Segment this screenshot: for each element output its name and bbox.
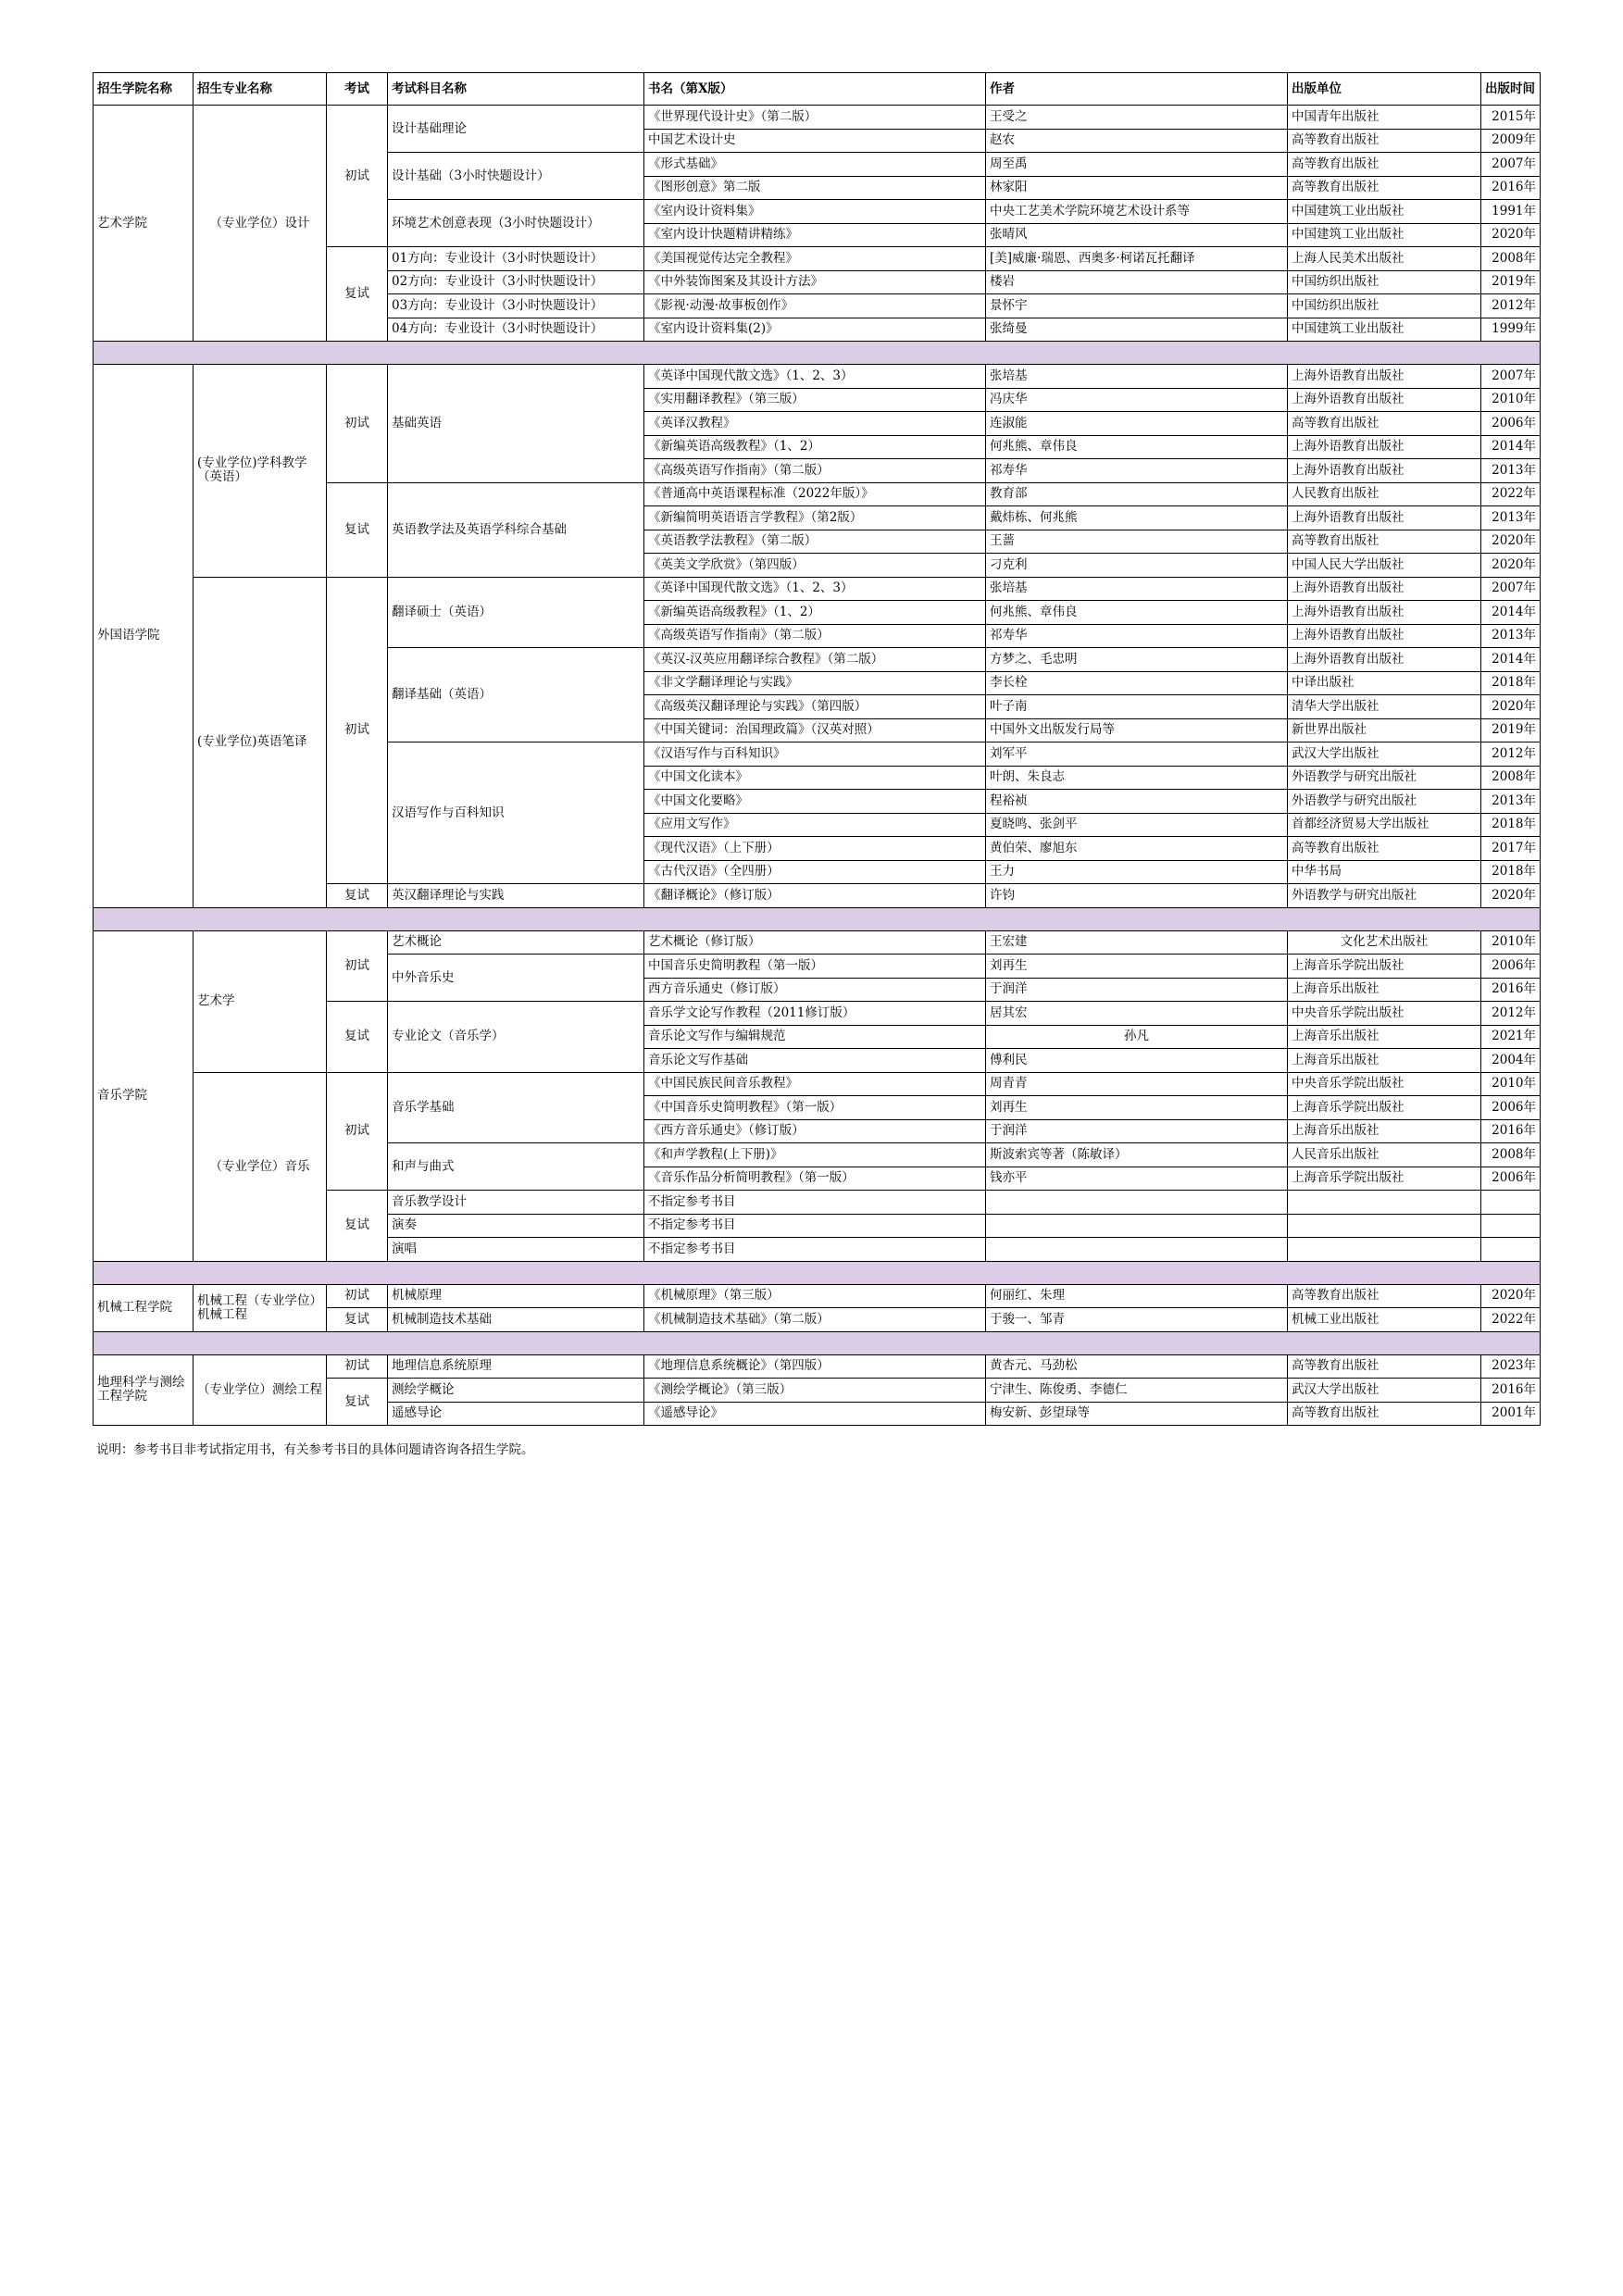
table-cell: 04方向：专业设计（3小时快题设计） — [388, 318, 644, 342]
table-cell: 初试 — [327, 1072, 388, 1191]
col-header-author: 作者 — [986, 73, 1288, 106]
table-cell: 戴炜栋、何兆熊 — [986, 506, 1288, 530]
table-cell: 《遥感导论》 — [644, 1402, 986, 1426]
table-cell: 《新编简明英语语言学教程》（第2版） — [644, 506, 986, 530]
table-cell: 1999年 — [1481, 318, 1541, 342]
table-cell: 《中国关键词：治国理政篇》（汉英对照） — [644, 718, 986, 742]
table-cell: 人民教育出版社 — [1288, 482, 1481, 506]
table-cell: 上海外语教育出版社 — [1288, 365, 1481, 389]
table-cell: 02方向：专业设计（3小时快题设计） — [388, 270, 644, 294]
table-cell: 许钧 — [986, 884, 1288, 908]
table-cell: 《西方音乐通史》（修订版） — [644, 1119, 986, 1143]
table-cell: 设计基础理论 — [388, 106, 644, 153]
section-separator-row — [94, 1261, 1541, 1284]
table-row — [94, 930, 1541, 955]
table-cell: 《和声学教程(上下册)》 — [644, 1143, 986, 1167]
table-cell: 林家阳 — [986, 176, 1288, 200]
table-cell: 复试 — [327, 247, 388, 342]
table-cell: 何兆熊、章伟良 — [986, 601, 1288, 625]
table-cell — [1288, 1191, 1481, 1215]
table-cell: 傅利民 — [986, 1049, 1288, 1073]
table-cell: 2020年 — [1481, 884, 1541, 908]
table-cell: 机械工程学院 — [94, 1284, 194, 1331]
table-cell: 武汉大学出版社 — [1288, 742, 1481, 767]
table-cell: 高等教育出版社 — [1288, 530, 1481, 554]
table-cell: 音乐论文写作基础 — [644, 1049, 986, 1073]
table-cell: 刘再生 — [986, 955, 1288, 979]
table-cell: 张培基 — [986, 365, 1288, 389]
table-cell: （专业学位）设计 — [194, 106, 327, 342]
table-cell: 中国音乐史简明教程（第一版） — [644, 955, 986, 979]
table-cell: 设计基础（3小时快题设计） — [388, 153, 644, 200]
table-cell: 王受之 — [986, 106, 1288, 130]
table-cell: 李长栓 — [986, 671, 1288, 695]
table-cell: 2020年 — [1481, 223, 1541, 247]
col-header-book: 书名（第X版） — [644, 73, 986, 106]
table-cell: 2020年 — [1481, 695, 1541, 719]
table-cell — [1481, 1214, 1541, 1238]
table-cell: 高等教育出版社 — [1288, 153, 1481, 177]
table-cell: 1991年 — [1481, 200, 1541, 224]
table-cell: 遥感导论 — [388, 1402, 644, 1426]
table-cell: 机械工业出版社 — [1288, 1308, 1481, 1332]
table-cell: 中央音乐学院出版社 — [1288, 1072, 1481, 1096]
table-row — [94, 365, 1541, 389]
table-cell: 《英译中国现代散文选》（1、2、3） — [644, 365, 986, 389]
table-cell: 2008年 — [1481, 247, 1541, 271]
table-cell: 外语教学与研究出版社 — [1288, 766, 1481, 790]
table-cell: 艺术学院 — [94, 106, 194, 342]
table-cell: 《高级英语写作指南》（第二版） — [644, 459, 986, 483]
col-header-exam: 考试 — [327, 73, 388, 106]
table-cell: 《高级英汉翻译理论与实践》（第四版） — [644, 695, 986, 719]
table-cell: 2020年 — [1481, 530, 1541, 554]
table-cell: 文化艺术出版社 — [1288, 930, 1481, 955]
table-cell: 新世界出版社 — [1288, 718, 1481, 742]
table-cell: 周至禹 — [986, 153, 1288, 177]
table-cell: 《音乐作品分析简明教程》（第一版） — [644, 1167, 986, 1191]
table-cell: 宁津生、陈俊勇、李德仁 — [986, 1379, 1288, 1403]
table-row — [94, 577, 1541, 601]
table-cell: 何丽红、朱理 — [986, 1284, 1288, 1308]
table-cell: 2001年 — [1481, 1402, 1541, 1426]
table-cell: 《测绘学概论》（第三版） — [644, 1379, 986, 1403]
table-cell: 演唱 — [388, 1238, 644, 1262]
table-cell: 《室内设计资料集》 — [644, 200, 986, 224]
col-header-publisher: 出版单位 — [1288, 73, 1481, 106]
table-cell: 复试 — [327, 482, 388, 577]
table-cell: 2008年 — [1481, 1143, 1541, 1167]
table-cell: 清华大学出版社 — [1288, 695, 1481, 719]
table-cell: 景怀宇 — [986, 294, 1288, 318]
table-cell: 《地理信息系统概论》（第四版） — [644, 1354, 986, 1379]
table-cell: 中华书局 — [1288, 860, 1481, 884]
table-cell: 《室内设计资料集(2)》 — [644, 318, 986, 342]
table-cell: 2019年 — [1481, 718, 1541, 742]
table-cell: 2006年 — [1481, 955, 1541, 979]
table-cell: 2006年 — [1481, 1096, 1541, 1120]
table-cell: 机械原理 — [388, 1284, 644, 1308]
table-cell: （专业学位）音乐 — [194, 1072, 327, 1261]
table-cell: 张晴风 — [986, 223, 1288, 247]
table-cell: 《机械制造技术基础》（第二版） — [644, 1308, 986, 1332]
table-cell: 黄伯荣、廖旭东 — [986, 837, 1288, 861]
table-cell: 上海人民美术出版社 — [1288, 247, 1481, 271]
table-cell: 高等教育出版社 — [1288, 1402, 1481, 1426]
table-cell: 刘再生 — [986, 1096, 1288, 1120]
table-cell: 上海外语教育出版社 — [1288, 601, 1481, 625]
table-cell: 翻译基础（英语） — [388, 648, 644, 742]
table-cell — [1481, 1238, 1541, 1262]
table-cell: 叶子南 — [986, 695, 1288, 719]
table-cell: 《中国民族民间音乐教程》 — [644, 1072, 986, 1096]
table-cell: 复试 — [327, 884, 388, 908]
table-cell: 2012年 — [1481, 1002, 1541, 1026]
table-cell: 音乐学基础 — [388, 1072, 644, 1143]
table-cell: 2016年 — [1481, 978, 1541, 1002]
table-cell: 英语教学法及英语学科综合基础 — [388, 482, 644, 577]
table-cell: 高等教育出版社 — [1288, 837, 1481, 861]
table-cell: 《新编英语高级教程》（1、2） — [644, 601, 986, 625]
table-cell: 《新编英语高级教程》（1、2） — [644, 435, 986, 459]
table-cell: 刁克利 — [986, 554, 1288, 578]
table-cell: 2020年 — [1481, 1284, 1541, 1308]
table-cell: 中国人民大学出版社 — [1288, 554, 1481, 578]
table-cell: 上海外语教育出版社 — [1288, 624, 1481, 648]
table-cell: 《现代汉语》（上下册） — [644, 837, 986, 861]
table-cell: 初试 — [327, 106, 388, 247]
table-cell: 中国青年出版社 — [1288, 106, 1481, 130]
table-cell: 03方向：专业设计（3小时快题设计） — [388, 294, 644, 318]
table-cell: 2023年 — [1481, 1354, 1541, 1379]
table-cell: 中国建筑工业出版社 — [1288, 200, 1481, 224]
table-cell: 2017年 — [1481, 837, 1541, 861]
table-cell: 钱亦平 — [986, 1167, 1288, 1191]
table-cell: 《中国音乐史简明教程》（第一版） — [644, 1096, 986, 1120]
table-cell: 《汉语写作与百科知识》 — [644, 742, 986, 767]
table-cell: 初试 — [327, 365, 388, 483]
table-cell: 方梦之、毛忠明 — [986, 648, 1288, 672]
table-cell: 中译出版社 — [1288, 671, 1481, 695]
separator-cell — [94, 1261, 1541, 1284]
table-cell: 2019年 — [1481, 270, 1541, 294]
table-cell: 中央音乐学院出版社 — [1288, 1002, 1481, 1026]
table-cell: 2014年 — [1481, 601, 1541, 625]
table-cell: 上海外语教育出版社 — [1288, 459, 1481, 483]
table-cell: 何兆熊、章伟良 — [986, 435, 1288, 459]
table-cell: 王蔷 — [986, 530, 1288, 554]
table-cell: 音乐学院 — [94, 930, 194, 1261]
table-cell: 中外音乐史 — [388, 955, 644, 1002]
table-cell: (专业学位)英语笔译 — [194, 577, 327, 907]
table-cell: 专业论文（音乐学） — [388, 1002, 644, 1073]
table-cell: 《影视·动漫·故事板创作》 — [644, 294, 986, 318]
table-cell: 不指定参考书目 — [644, 1191, 986, 1215]
table-cell: 人民音乐出版社 — [1288, 1143, 1481, 1167]
table-cell: 上海音乐学院出版社 — [1288, 955, 1481, 979]
table-cell: 《机械原理》（第三版） — [644, 1284, 986, 1308]
table-cell: 《高级英语写作指南》（第二版） — [644, 624, 986, 648]
table-cell: 《非文学翻译理论与实践》 — [644, 671, 986, 695]
table-cell: 不指定参考书目 — [644, 1238, 986, 1262]
table-cell — [1288, 1214, 1481, 1238]
table-cell: 2013年 — [1481, 624, 1541, 648]
table-cell: 中央工艺美术学院环境艺术设计系等 — [986, 200, 1288, 224]
table-cell: 高等教育出版社 — [1288, 129, 1481, 153]
table-cell: 首都经济贸易大学出版社 — [1288, 813, 1481, 837]
table-cell: 周青青 — [986, 1072, 1288, 1096]
separator-cell — [94, 342, 1541, 365]
table-cell: 音乐教学设计 — [388, 1191, 644, 1215]
table-cell: 上海音乐学院出版社 — [1288, 1167, 1481, 1191]
table-cell: 《英美文学欣赏》（第四版） — [644, 554, 986, 578]
footnote: 说明：参考书目非考试指定用书，有关参考书目的具体问题请咨询各招生学院。 — [96, 1442, 534, 1457]
table-cell: 2007年 — [1481, 577, 1541, 601]
table-cell: 上海音乐学院出版社 — [1288, 1096, 1481, 1120]
table-cell: 环境艺术创意表现（3小时快题设计） — [388, 200, 644, 247]
table-cell: 复试 — [327, 1191, 388, 1262]
table-cell: 《世界现代设计史》（第二版） — [644, 106, 986, 130]
col-header-major: 招生专业名称 — [194, 73, 327, 106]
table-cell: 于润洋 — [986, 1119, 1288, 1143]
table-cell: 01方向：专业设计（3小时快题设计） — [388, 247, 644, 271]
table-cell: 2009年 — [1481, 129, 1541, 153]
table-cell: 2014年 — [1481, 435, 1541, 459]
table-cell: 2013年 — [1481, 790, 1541, 814]
table-cell: 上海音乐出版社 — [1288, 1049, 1481, 1073]
table-cell: 祁寿华 — [986, 459, 1288, 483]
table-cell: 2015年 — [1481, 106, 1541, 130]
table-cell: 孙凡 — [986, 1025, 1288, 1049]
table-cell: 《形式基础》 — [644, 153, 986, 177]
table-cell: 《图形创意》第二版 — [644, 176, 986, 200]
table-cell: 程裕祯 — [986, 790, 1288, 814]
table-cell: 居其宏 — [986, 1002, 1288, 1026]
table-cell: 上海音乐出版社 — [1288, 978, 1481, 1002]
table-cell: 高等教育出版社 — [1288, 412, 1481, 436]
table-body — [94, 106, 1541, 1426]
table-cell: 2020年 — [1481, 554, 1541, 578]
table-cell: 复试 — [327, 1002, 388, 1073]
table-cell: 翻译硕士（英语） — [388, 577, 644, 648]
table-cell: 刘军平 — [986, 742, 1288, 767]
section-separator-row — [94, 907, 1541, 930]
table-row — [94, 106, 1541, 130]
table-cell: 初试 — [327, 930, 388, 1002]
table-cell: 2014年 — [1481, 648, 1541, 672]
table-cell: 上海音乐出版社 — [1288, 1025, 1481, 1049]
table-cell: 复试 — [327, 1379, 388, 1426]
table-cell: 《中国文化读本》 — [644, 766, 986, 790]
table-cell: 2016年 — [1481, 1379, 1541, 1403]
table-cell — [986, 1238, 1288, 1262]
table-cell: 艺术学 — [194, 930, 327, 1072]
table-cell: 高等教育出版社 — [1288, 1284, 1481, 1308]
table-cell: 《实用翻译教程》（第三版） — [644, 388, 986, 412]
table-cell: 2022年 — [1481, 482, 1541, 506]
table-cell: 上海外语教育出版社 — [1288, 388, 1481, 412]
table-cell: 冯庆华 — [986, 388, 1288, 412]
table-cell: 2012年 — [1481, 294, 1541, 318]
table-cell: 2010年 — [1481, 1072, 1541, 1096]
separator-cell — [94, 907, 1541, 930]
table-cell: 音乐学文论写作教程（2011修订版） — [644, 1002, 986, 1026]
table-cell: [美]威廉·瑞恩、西奥多·柯诺瓦托翻译 — [986, 247, 1288, 271]
table-cell: 《英译中国现代散文选》（1、2、3） — [644, 577, 986, 601]
table-cell: 斯波索宾等著（陈敏译） — [986, 1143, 1288, 1167]
table-row — [94, 1354, 1541, 1379]
table-cell: 地理信息系统原理 — [388, 1354, 644, 1379]
table-cell: 《室内设计快题精讲精练》 — [644, 223, 986, 247]
table-cell: 2010年 — [1481, 388, 1541, 412]
table-cell: 2010年 — [1481, 930, 1541, 955]
table-cell: 2021年 — [1481, 1025, 1541, 1049]
table-cell: 《翻译概论》（修订版） — [644, 884, 986, 908]
table-cell: 赵农 — [986, 129, 1288, 153]
table-cell: 中国纺织出版社 — [1288, 294, 1481, 318]
table-cell: (专业学位)学科教学（英语） — [194, 365, 327, 578]
table-cell — [1481, 1191, 1541, 1215]
col-header-subject: 考试科目名称 — [388, 73, 644, 106]
table-cell: 高等教育出版社 — [1288, 176, 1481, 200]
table-cell: 2013年 — [1481, 506, 1541, 530]
table-cell: 外语教学与研究出版社 — [1288, 884, 1481, 908]
table-cell — [986, 1214, 1288, 1238]
table-cell: 2018年 — [1481, 860, 1541, 884]
table-cell: 中国外文出版发行局等 — [986, 718, 1288, 742]
table-cell: 教育部 — [986, 482, 1288, 506]
table-cell: 于润洋 — [986, 978, 1288, 1002]
table-cell: 音乐论文写作与编辑规范 — [644, 1025, 986, 1049]
table-cell: 2016年 — [1481, 176, 1541, 200]
table-cell: 汉语写作与百科知识 — [388, 742, 644, 884]
table-cell: 复试 — [327, 1308, 388, 1332]
table-cell: 机械制造技术基础 — [388, 1308, 644, 1332]
table-cell: 机械工程（专业学位）机械工程 — [194, 1284, 327, 1331]
table-cell: 基础英语 — [388, 365, 644, 483]
table-cell: 初试 — [327, 577, 388, 884]
reference-book-table — [93, 72, 1541, 1426]
table-cell: 和声与曲式 — [388, 1143, 644, 1191]
table-cell: 外国语学院 — [94, 365, 194, 908]
table-cell: 2006年 — [1481, 412, 1541, 436]
table-cell: 于骏一、邹青 — [986, 1308, 1288, 1332]
table-cell: 2022年 — [1481, 1308, 1541, 1332]
table-cell: 《普通高中英语课程标准（2022年版）》 — [644, 482, 986, 506]
separator-cell — [94, 1331, 1541, 1354]
table-cell: 祁寿华 — [986, 624, 1288, 648]
table-cell: 上海外语教育出版社 — [1288, 506, 1481, 530]
section-separator-row — [94, 342, 1541, 365]
table-cell: 中国艺术设计史 — [644, 129, 986, 153]
table-cell: 《中国文化要略》 — [644, 790, 986, 814]
table-row — [94, 1072, 1541, 1096]
table-cell: 上海外语教育出版社 — [1288, 435, 1481, 459]
table-cell: 《古代汉语》（全四册） — [644, 860, 986, 884]
section-separator-row — [94, 1331, 1541, 1354]
table-cell: 连淑能 — [986, 412, 1288, 436]
table-cell: 上海音乐出版社 — [1288, 1119, 1481, 1143]
table-cell — [1288, 1238, 1481, 1262]
table-cell — [986, 1191, 1288, 1215]
table-cell: 张绮曼 — [986, 318, 1288, 342]
table-cell: 中国建筑工业出版社 — [1288, 318, 1481, 342]
table-cell: 地理科学与测绘工程学院 — [94, 1354, 194, 1426]
table-cell: 黄杏元、马劲松 — [986, 1354, 1288, 1379]
table-cell: 演奏 — [388, 1214, 644, 1238]
table-cell: （专业学位）测绘工程 — [194, 1354, 327, 1426]
table-cell: 王力 — [986, 860, 1288, 884]
table-cell: 上海外语教育出版社 — [1288, 577, 1481, 601]
table-cell: 2018年 — [1481, 671, 1541, 695]
table-cell: 《美国视觉传达完全教程》 — [644, 247, 986, 271]
table-cell: 《英语教学法教程》（第二版） — [644, 530, 986, 554]
table-cell: 外语教学与研究出版社 — [1288, 790, 1481, 814]
table-cell: 楼岩 — [986, 270, 1288, 294]
table-cell: 《英汉-汉英应用翻译综合教程》（第二版） — [644, 648, 986, 672]
table-cell: 武汉大学出版社 — [1288, 1379, 1481, 1403]
table-cell: 不指定参考书目 — [644, 1214, 986, 1238]
table-cell: 叶朗、朱良志 — [986, 766, 1288, 790]
table-cell: 王宏建 — [986, 930, 1288, 955]
table-cell: 2016年 — [1481, 1119, 1541, 1143]
table-cell: 中国建筑工业出版社 — [1288, 223, 1481, 247]
table-cell: 2018年 — [1481, 813, 1541, 837]
table-cell: 西方音乐通史（修订版） — [644, 978, 986, 1002]
table-cell: 张培基 — [986, 577, 1288, 601]
table-cell: 中国纺织出版社 — [1288, 270, 1481, 294]
table-row — [94, 1284, 1541, 1308]
table-cell: 《英译汉教程》 — [644, 412, 986, 436]
table-cell: 艺术概论（修订版） — [644, 930, 986, 955]
table-cell: 测绘学概论 — [388, 1379, 644, 1403]
table-cell: 英汉翻译理论与实践 — [388, 884, 644, 908]
table-cell: 艺术概论 — [388, 930, 644, 955]
table-cell: 初试 — [327, 1284, 388, 1308]
table-cell: 2012年 — [1481, 742, 1541, 767]
col-header-year: 出版时间 — [1481, 73, 1541, 106]
table-cell: 2006年 — [1481, 1167, 1541, 1191]
table-cell: 《中外装饰图案及其设计方法》 — [644, 270, 986, 294]
header-row — [94, 73, 1541, 106]
table-cell: 高等教育出版社 — [1288, 1354, 1481, 1379]
table-cell: 夏晓鸣、张剑平 — [986, 813, 1288, 837]
table-cell: 上海外语教育出版社 — [1288, 648, 1481, 672]
table-cell: 2008年 — [1481, 766, 1541, 790]
table-cell: 2007年 — [1481, 153, 1541, 177]
col-header-college: 招生学院名称 — [94, 73, 194, 106]
table-cell: 2013年 — [1481, 459, 1541, 483]
table-cell: 梅安新、彭望琭等 — [986, 1402, 1288, 1426]
table-cell: 初试 — [327, 1354, 388, 1379]
table-cell: 《应用文写作》 — [644, 813, 986, 837]
table-cell: 2007年 — [1481, 365, 1541, 389]
table-cell: 2004年 — [1481, 1049, 1541, 1073]
